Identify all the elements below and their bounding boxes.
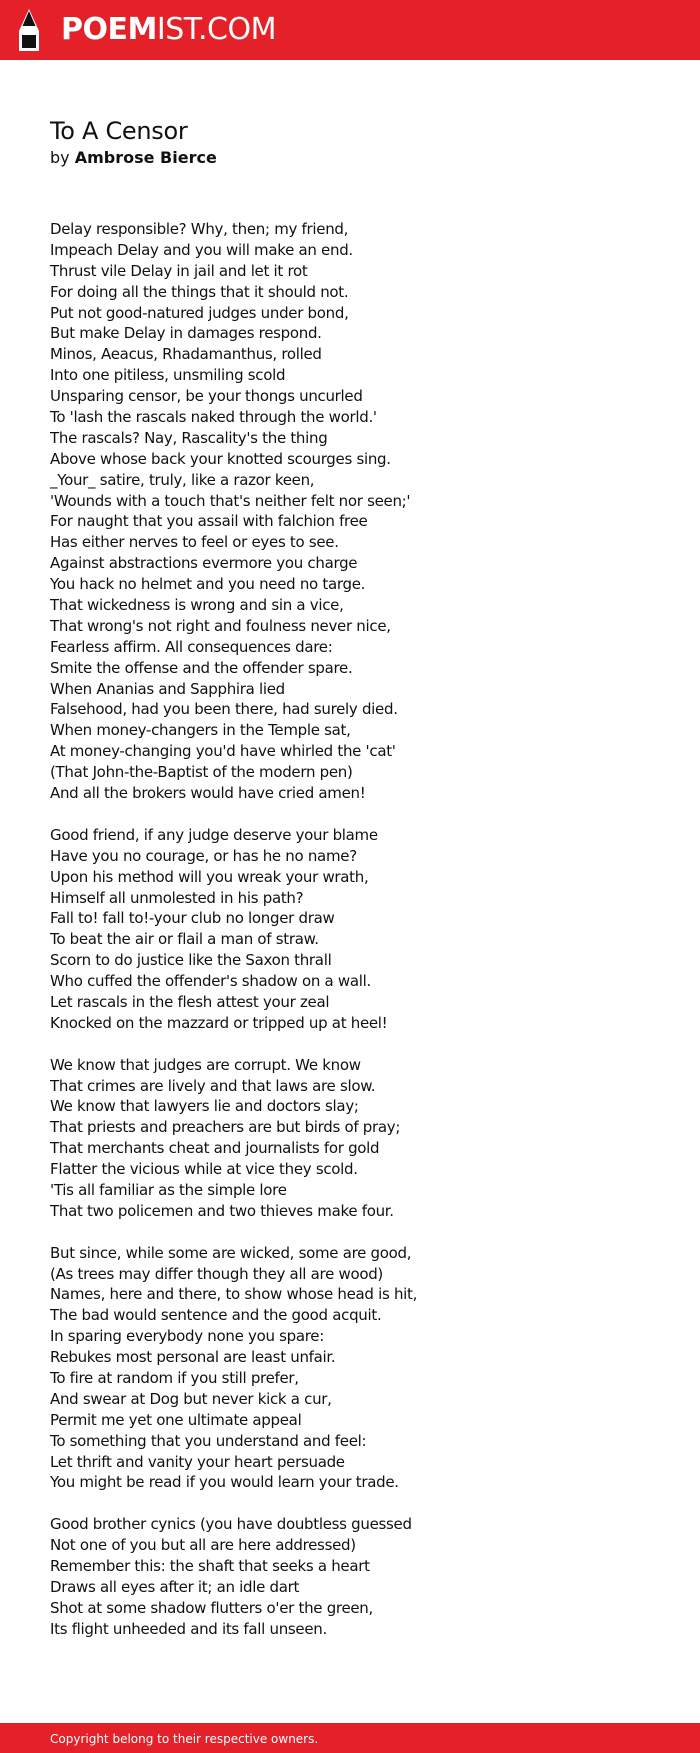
poem-line: To beat the air or flail a man of straw. — [50, 930, 319, 949]
poem-stanza — [50, 1514, 670, 1639]
poem-line: That two policemen and two thieves make four. — [50, 1201, 394, 1220]
poem-stanza — [50, 1243, 670, 1494]
poem-line: 'Wounds with a touch that's neither felt nor seen;' — [50, 491, 411, 510]
poem-line: At money-changing you'd have whirled the 'cat' — [50, 742, 396, 761]
poem-line: That priests and preachers are but birds of pray; — [50, 1118, 401, 1137]
poem-line: Draws all eyes after it; an idle dart — [50, 1577, 300, 1596]
poem-line: Impeach Delay and you will make an end. — [50, 240, 353, 259]
poem-line: Knocked on the mazzard or tripped up at heel! — [50, 1013, 388, 1032]
poem-line: Permit me yet one ultimate appeal — [50, 1410, 302, 1429]
author-name: Ambrose Bierce — [74, 148, 217, 167]
poem-line: Minos, Aeacus, Rhadamanthus, rolled — [50, 345, 322, 364]
poem-line: The rascals? Nay, Rascality's the thing — [50, 428, 328, 447]
poem-line: To something that you understand and feel: — [50, 1431, 367, 1450]
poem-line: Remember this: the shaft that seeks a heart — [50, 1557, 370, 1575]
poem-line: Not one of you but all are here addressed) — [50, 1536, 356, 1555]
poem-line: But make Delay in damages respond. — [50, 324, 322, 343]
poem-stanza — [50, 825, 670, 1034]
poem-line: And swear at Dog but never kick a cur, — [50, 1389, 332, 1408]
poem-line: Fall to! fall to!-your club no longer draw — [50, 909, 335, 928]
brand-name-light: IST.COM — [156, 12, 276, 47]
poem-line: We know that judges are corrupt. We know — [50, 1055, 361, 1074]
poem-line: Who cuffed the offender's shadow on a wall. — [50, 972, 371, 991]
poem-line: Himself all unmolested in his path? — [50, 888, 304, 907]
poem-line: Shot at some shadow flutters o'er the green, — [50, 1598, 373, 1617]
poem-line: Names, here and there, to show whose head is hit, — [50, 1285, 418, 1304]
poem-line: Into one pitiless, unsmiling scold — [50, 366, 286, 385]
poem-body — [50, 219, 670, 1660]
brand-name-bold: POEM — [61, 12, 157, 47]
poem-line: Fearless affirm. All consequences dare: — [50, 637, 333, 656]
poem-line: Has either nerves to feel or eyes to see. — [50, 533, 339, 552]
poem-line: And all the brokers would have cried amen! — [50, 784, 366, 803]
poem-line: The bad would sentence and the good acquit. — [50, 1306, 382, 1325]
poem-line: Put not good-natured judges under bond, — [50, 303, 349, 322]
poem-line: To 'lash the rascals naked through the world.' — [50, 408, 377, 427]
poem-line: For doing all the things that it should not. — [50, 282, 349, 301]
poem-line: 'Tis all familiar as the simple lore — [50, 1180, 287, 1199]
by-label: by — [50, 148, 70, 167]
poem-line: (That John-the-Baptist of the modern pen) — [50, 763, 353, 782]
poem-line: Scorn to do justice like the Saxon thrall — [50, 951, 332, 970]
poem-line: Smite the offense and the offender spare. — [50, 658, 353, 677]
poem-line: Flatter the vicious while at vice they scold. — [50, 1160, 358, 1179]
poem-line: That crimes are lively and that laws are slow. — [50, 1076, 376, 1095]
poem-line: You might be read if you would learn your trade. — [50, 1473, 399, 1492]
poem-line: Its flight unheeded and its fall unseen. — [50, 1619, 327, 1638]
poem-line: That merchants cheat and journalists for gold — [50, 1139, 380, 1158]
poem-line: When money-changers in the Temple sat, — [50, 721, 351, 740]
poem-line: Good brother cynics (you have doubtless guessed — [50, 1515, 412, 1534]
poem-line: Thrust vile Delay in jail and let it rot — [50, 261, 308, 280]
poem-line: Delay responsible? Why, then; my friend, — [50, 220, 349, 238]
poem-line: Above whose back your knotted scourges sing. — [50, 449, 391, 468]
poem-line: Let rascals in the flesh attest your zeal — [50, 992, 330, 1011]
poem-line: (As trees may differ though they all are wood) — [50, 1264, 383, 1283]
poem-line: Against abstractions evermore you charge — [50, 554, 358, 573]
poem-line: To fire at random if you still prefer, — [50, 1368, 299, 1387]
site-logo[interactable] — [61, 11, 276, 49]
poem-line: That wickedness is wrong and sin a vice, — [50, 596, 344, 615]
poem-line: Rebukes most personal are least unfair. — [50, 1348, 336, 1367]
poem-stanza — [50, 219, 670, 804]
poem-line: Let thrift and vanity your heart persuade — [50, 1452, 345, 1471]
poem-byline — [50, 147, 217, 169]
site-header — [0, 0, 700, 60]
pencil-icon[interactable] — [17, 9, 41, 51]
site-footer — [0, 1723, 700, 1753]
poem-line: In sparing everybody none you spare: — [50, 1327, 324, 1346]
poem-line: For naught that you assail with falchion free — [50, 512, 368, 531]
copyright-notice: Copyright belong to their respective owners. — [50, 1732, 319, 1746]
poem-line: _Your_ satire, truly, like a razor keen, — [50, 470, 315, 489]
poem-line: We know that lawyers lie and doctors slay; — [50, 1097, 359, 1116]
poem-line: Have you no courage, or has he no name? — [50, 846, 357, 865]
poem-line: Good friend, if any judge deserve your blame — [50, 825, 378, 844]
poem-line: But since, while some are wicked, some are good, — [50, 1243, 412, 1262]
poem-line: Upon his method will you wreak your wrath, — [50, 867, 369, 886]
poem-line: Unsparing censor, be your thongs uncurled — [50, 387, 363, 406]
poem-title: To A Censor — [50, 117, 188, 145]
poem-line: When Ananias and Sapphira lied — [50, 679, 285, 698]
poem-line: That wrong's not right and foulness never nice, — [50, 616, 391, 635]
poem-line: You hack no helmet and you need no targe. — [50, 575, 366, 594]
poem-stanza — [50, 1055, 670, 1222]
poem-line: Falsehood, had you been there, had surely died. — [50, 700, 398, 719]
